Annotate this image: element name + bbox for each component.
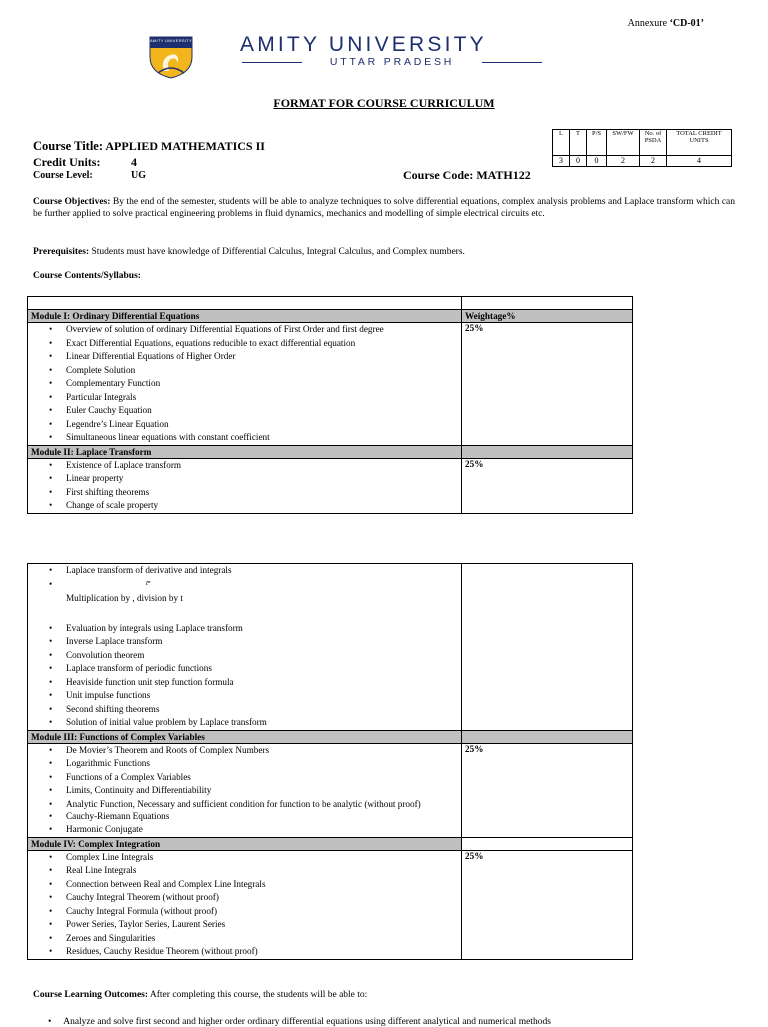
list-item: • Heaviside function unit step function formula xyxy=(66,676,458,690)
credit-header: SW/FW xyxy=(607,130,640,156)
course-level: Course Level: UG xyxy=(33,170,146,181)
list-item: • Linear property xyxy=(66,472,458,486)
list-item: • Evaluation by integrals using Laplace transform xyxy=(66,622,458,636)
list-item: • Cauchy Integral Theorem (without proof) xyxy=(66,891,458,905)
list-item: • Euler Cauchy Equation xyxy=(66,404,458,418)
list-item: • Cauchy-Riemann Equations xyxy=(66,810,458,824)
list-item: • Existence of Laplace transform xyxy=(66,459,458,473)
module-2-weight: 25% xyxy=(462,458,633,513)
module-2-list-cont xyxy=(31,564,458,730)
credit-value: 4 xyxy=(667,156,732,167)
list-item: • Complete Solution xyxy=(66,364,458,378)
module-3-weight: 25% xyxy=(462,743,633,837)
credit-value: 2 xyxy=(607,156,640,167)
list-item: • Zeroes and Singularities xyxy=(66,932,458,946)
list-item: • Real Line Integrals xyxy=(66,864,458,878)
credit-value: 2 xyxy=(640,156,667,167)
outcome-item: • Analyze and solve first second and higher order ordinary differential equations using different analytical and numerical methods xyxy=(48,1017,551,1027)
syllabus-table-2 xyxy=(27,563,633,960)
module-4-list xyxy=(31,851,458,959)
list-item: • Complex Line Integrals xyxy=(66,851,458,865)
list-item: • First shifting theorems xyxy=(66,486,458,500)
superscript-tn: • tⁿ xyxy=(146,578,151,587)
list-item: • Solution of initial value problem by Laplace transform xyxy=(66,716,458,730)
credit-value: 3 xyxy=(553,156,570,167)
credit-table xyxy=(552,129,732,167)
module-4-weight: 25% xyxy=(462,850,633,959)
list-item: • Cauchy Integral Formula (without proof) xyxy=(66,905,458,919)
list-item: • Convolution theorem xyxy=(66,649,458,663)
credit-header: P/S xyxy=(587,130,607,156)
module-4-title: Module IV: Complex Integration xyxy=(28,837,462,850)
list-item: • Change of scale property xyxy=(66,499,458,513)
list-item: • Functions of a Complex Variables xyxy=(66,771,458,785)
logo-text: AMITY UNIVERSITY xyxy=(149,38,193,43)
list-item: • Logarithmic Functions xyxy=(66,757,458,771)
list-item: • tⁿ Multiplication by , division by t xyxy=(66,578,458,612)
list-item: • Inverse Laplace transform xyxy=(66,635,458,649)
course-objectives: Course Objectives: By the end of the semester, students will be able to analyze techniques to solve differential equations, complex analysis problems and Laplace transform which can be further applied to solve practical engineering problems in fluid dynamics, mechanics and modelling of simple electrical circuits etc. xyxy=(33,197,736,219)
credit-header: No. of PSDA xyxy=(640,130,667,156)
credit-header: L xyxy=(553,130,570,156)
credit-value: 0 xyxy=(587,156,607,167)
format-title: FORMAT FOR COURSE CURRICULUM xyxy=(273,96,495,110)
list-item: • Power Series, Taylor Series, Laurent Series xyxy=(66,918,458,932)
list-item: • Laplace transform of derivative and integrals xyxy=(66,564,458,578)
annexure-label: Annexure ‘CD-01’ xyxy=(627,18,704,29)
syllabus-table-1 xyxy=(27,296,633,514)
list-item: • Residues, Cauchy Residue Theorem (without proof) xyxy=(66,945,458,959)
course-code: Course Code: MATH122 xyxy=(403,168,531,182)
course-title: Course Title: APPLIED MATHEMATICS II xyxy=(33,139,265,153)
syllabus-label: Course Contents/Syllabus: xyxy=(33,271,141,281)
list-item: • Legendre’s Linear Equation xyxy=(66,418,458,432)
weightage-header: Weightage% xyxy=(462,310,633,323)
module-3-list xyxy=(31,744,458,837)
module-2-list xyxy=(31,459,458,513)
list-item: • Complementary Function xyxy=(66,377,458,391)
prerequisites: Prerequisites: Students must have knowledge of Differential Calculus, Integral Calculus, and Complex numbers. xyxy=(33,247,465,257)
list-item: • Analytic Function, Necessary and sufficient condition for function to be analytic (without proof) xyxy=(66,798,458,810)
list-item: • Second shifting theorems xyxy=(66,703,458,717)
credit-value: 0 xyxy=(570,156,587,167)
university-campus: UTTAR PRADESH xyxy=(242,56,542,68)
list-item: • Linear Differential Equations of Higher Order xyxy=(66,350,458,364)
list-item: • Simultaneous linear equations with constant coefficient xyxy=(66,431,458,445)
list-item: • Laplace transform of periodic functions xyxy=(66,662,458,676)
module-3-title: Module III: Functions of Complex Variables xyxy=(28,730,462,743)
learning-outcomes: Course Learning Outcomes: After completing this course, the students will be able to: xyxy=(33,990,368,1000)
university-name: AMITY UNIVERSITY xyxy=(240,33,487,56)
module-1-weight: 25% xyxy=(462,323,633,446)
list-item: • Harmonic Conjugate xyxy=(66,823,458,837)
list-item: • Unit impulse functions xyxy=(66,689,458,703)
module-1-title: Module I: Ordinary Differential Equations xyxy=(28,310,462,323)
list-item: • Connection between Real and Complex Line Integrals xyxy=(66,878,458,892)
list-item: • De Movier’s Theorem and Roots of Complex Numbers xyxy=(66,744,458,758)
credit-units: Credit Units: 4 xyxy=(33,155,137,169)
credit-header: T xyxy=(570,130,587,156)
list-item: • Overview of solution of ordinary Differential Equations of First Order and first degree xyxy=(66,323,458,337)
module-2-title: Module II: Laplace Transform xyxy=(28,445,462,458)
module-1-list xyxy=(31,323,458,445)
list-item: • Exact Differential Equations, equations reducible to exact differential equation xyxy=(66,337,458,351)
list-item: • Limits, Continuity and Differentiability xyxy=(66,784,458,798)
credit-header: TOTAL CREDIT UNITS xyxy=(667,130,732,156)
list-item: • Particular Integrals xyxy=(66,391,458,405)
